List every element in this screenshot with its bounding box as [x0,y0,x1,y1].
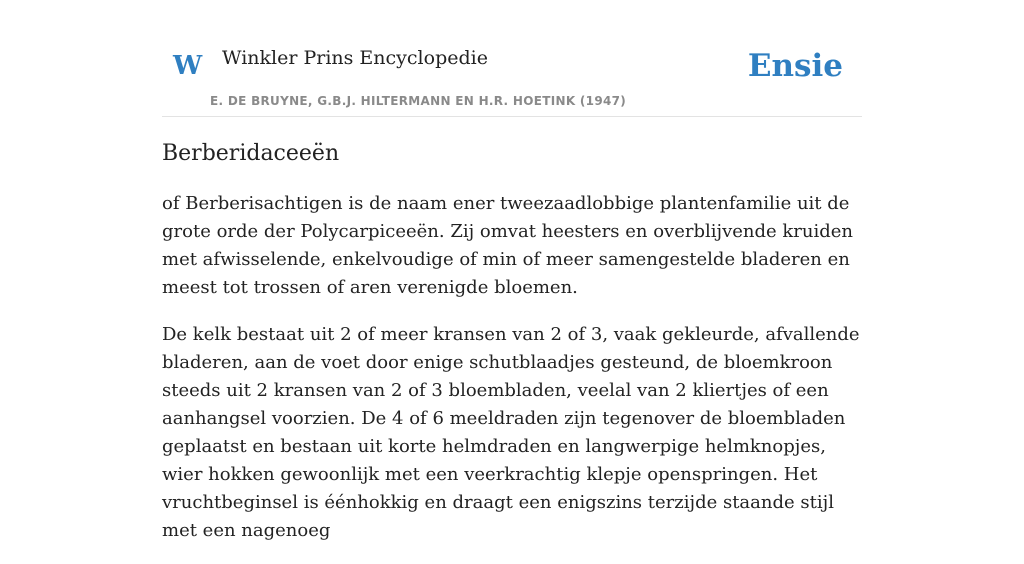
article-title: Berberidaceeën [162,141,340,166]
article [162,138,864,564]
site-header [162,0,862,117]
book-authors: E. DE BRUYNE, G.B.J. HILTERMANN EN H.R. HOETINK (1947) [210,94,627,108]
article-paragraph: of Berberisachtigen is de naam ener tweezaadlobbige plantenfamilie uit de grote orde der Polycarpiceeën. Zij omvat heesters en overblijvende kruiden met afwisselende, enkelvoudige of min of meer samengestelde bladeren en meest tot trossen of aren verenigde bloemen. [162,193,854,298]
article-paragraph: De kelk bestaat uit 2 of meer kransen van 2 of 3, vaak gekleurde, afvallende bladeren, aan de voet door enige schutblaadjes gesteund, de bloemkroon steeds uit 2 kransen van 2 of 3 bloembladen, veelal van 2 kliertjes of een aanhangsel voorzien. De 4 of 6 meeldraden zijn tegenover de bloembladen geplaatst en bestaan uit korte helmdraden en langwerpige helmknopjes, wier hokken gewoonlijk met een veerkrachtig klepje openspringen. Het vruchtbeginsel is éénhokkig en draagt een enigszins terzijde staande stijl met een nagenoeg [162,324,860,541]
ensie-logo[interactable]: Ensie [747,48,843,84]
book-title[interactable]: Winkler Prins Encyclopedie [222,47,488,69]
winkler-prins-logo[interactable]: W [173,51,203,81]
